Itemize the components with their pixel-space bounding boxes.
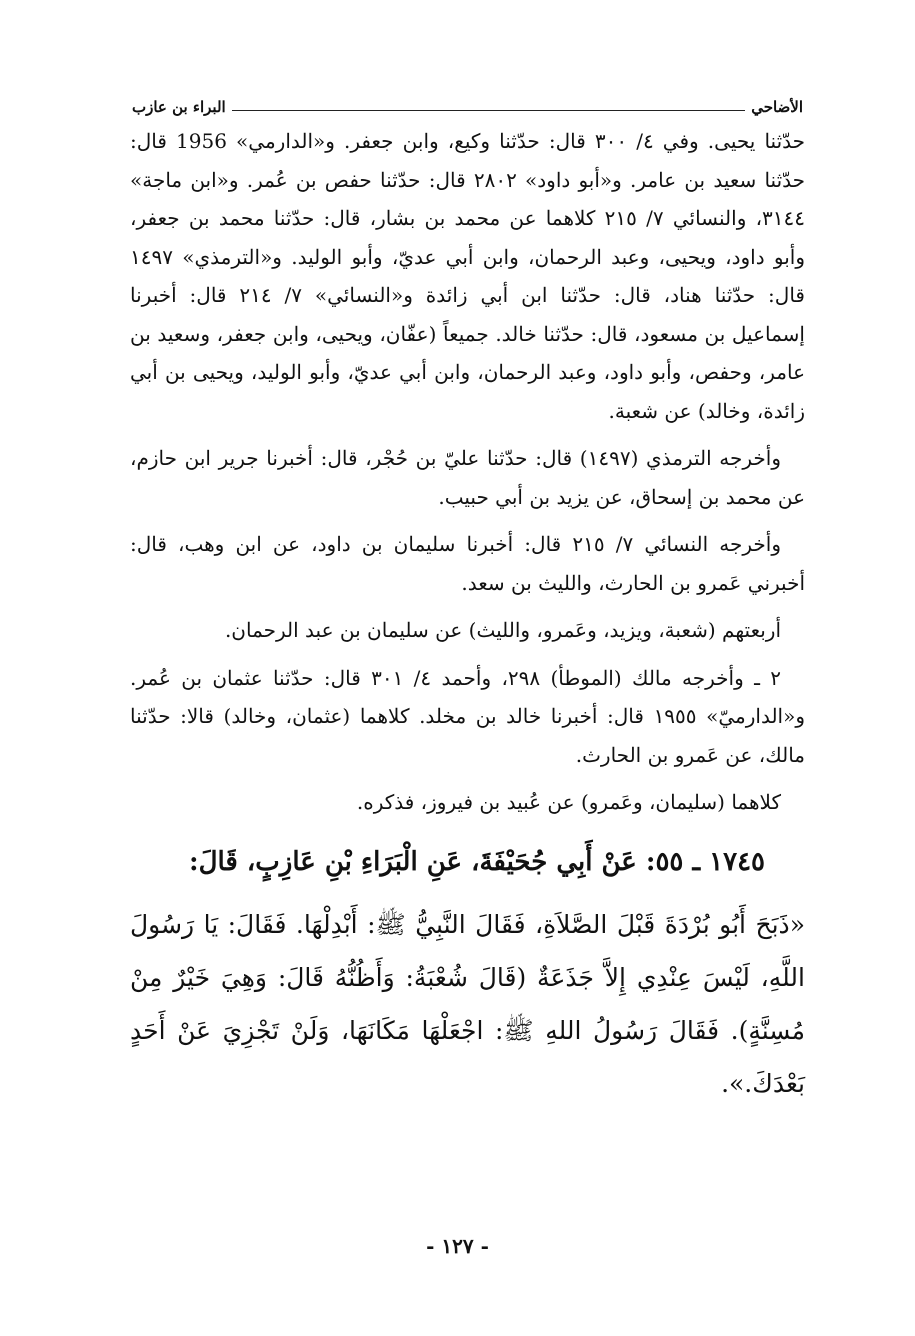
paragraph-both-narrators: كلاهما (سليمان، وعَمرو) عن عُبيد بن فيروز، فذكره. — [356, 790, 781, 814]
page-number: - ١٢٧ - — [426, 1234, 489, 1258]
hadith-text: «ذَبَحَ أَبُو بُرْدَةَ قَبْلَ الصَّلاَةِ، فَقَالَ النَّبِيُّ ﷺ: أَبْدِلْهَا. فَقَالَ: يَا رَسُولَ اللَّهِ، لَيْسَ عِنْدِي إِلاَّ جَذَعَةٌ (قَالَ شُعْبَةُ: وَأَظُنُّهُ قَالَ: وَهِيَ خَيْرٌ مِنْ مُسِنَّةٍ). فَقَالَ رَسُولُ اللهِ ﷺ: اجْعَلْهَا مَكَانَهَا، وَلَنْ تَجْزِيَ عَنْ أَحَدٍ بَعْدَكَ.». — [130, 909, 805, 1098]
header-chapter-title: الأضاحي — [751, 98, 803, 116]
paragraph-four-narrators: أربعتهم (شعبة، ويزيد، وعَمرو، والليث) عن سليمان بن عبد الرحمان. — [224, 618, 781, 642]
paragraph-malik: ٢ ـ وأخرجه مالك (الموطأ) ٢٩٨، وأحمد ٤/ ٣٠١ قال: حدّثنا عثمان بن عُمر. و«الدارميّ» ١٩٥٥ قال: أخبرنا خالد بن مخلد. كلاهما (عثمان، وخالد) قالا: حدّثنا مالك، عن عَمرو بن الحارث. — [130, 665, 806, 767]
running-header — [132, 92, 803, 116]
paragraph-nasai: وأخرجه النسائي ٧/ ٢١٥ قال: أخبرنا سليمان بن داود، عن ابن وهب، قال: أخبرني عَمرو بن الحارث، والليث بن سعد. — [130, 532, 805, 595]
header-section-title: البراء بن عازب — [132, 98, 226, 116]
paragraph-isnad-1: حدّثنا يحيى. وفي ٤/ ٣٠٠ قال: حدّثنا وكيع، وابن جعفر. و«الدارمي» 1956 قال: حدّثنا سعيد بن عامر. و«أبو داود» ٢٨٠٢ قال: حدّثنا حفص بن عُمر. و«ابن ماجة» ٣١٤٤، والنسائي ٧/ ٢١٥ كلاهما عن محمد بن بشار، قال: حدّثنا محمد بن جعفر، وأبو داود، ويحيى، وعبد الرحمان، وابن أبي عديّ، وأبو الوليد. و«الترمذي» ١٤٩٧ قال: حدّثنا هناد، قال: حدّثنا ابن أبي زائدة و«النسائي» ٧/ ٢١٤ قال: أخبرنا إسماعيل بن مسعود، قال: حدّثنا خالد. جميعاً (عفّان، ويحيى، وابن جعفر، وسعيد بن عامر، وحفص، وأبو داود، وعبد الرحمان، وابن أبي عديّ، وأبو الوليد، ويحيى بن أبي زائدة، وخالد) عن شعبة. — [130, 129, 806, 423]
header-rule — [232, 110, 746, 111]
page-body — [130, 122, 805, 1110]
paragraph-tirmidhi: وأخرجه الترمذي (١٤٩٧) قال: حدّثنا عليّ بن حُجْر، قال: أخبرنا جرير ابن حازم، عن محمد بن إسحاق، عن يزيد بن أبي حبيب. — [130, 446, 805, 509]
hadith-heading: ١٧٤٥ ـ ٥٥: عَنْ أَبِي جُحَيْفَةَ، عَنِ الْبَرَاءِ بْنِ عَازِبٍ، قَالَ: — [189, 846, 765, 877]
